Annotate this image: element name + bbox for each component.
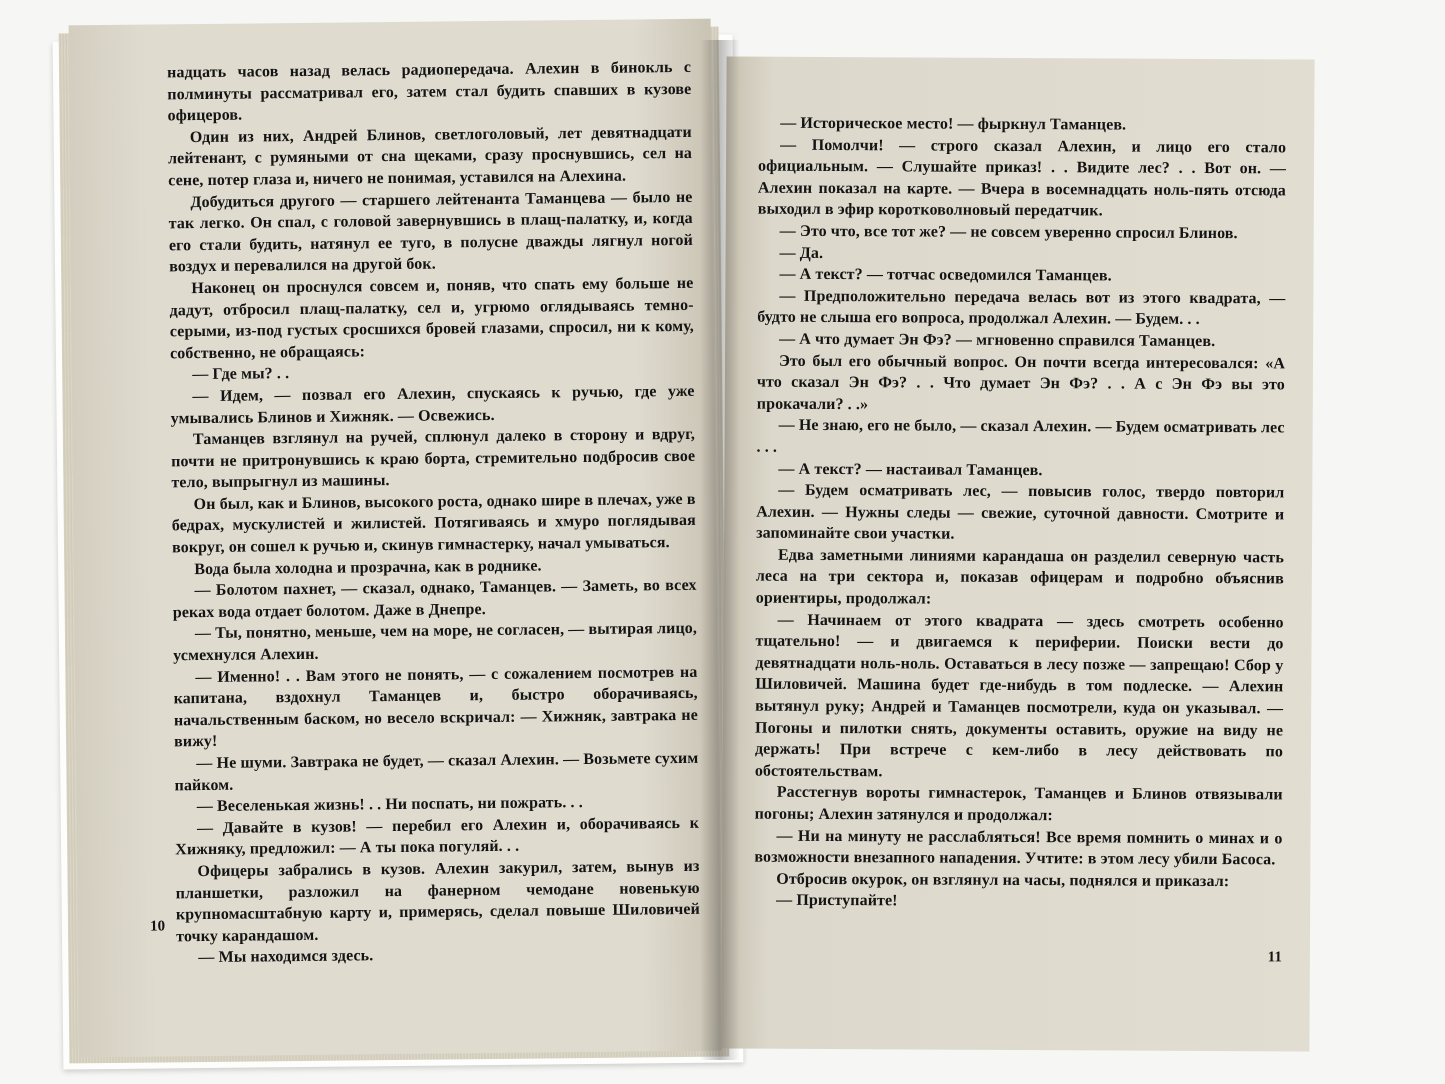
book-gutter-shadow bbox=[700, 40, 740, 1060]
paragraph: Отбросив окурок, он взглянул на часы, поднялся и приказал: bbox=[776, 870, 1230, 890]
paragraph: — Идем, — позвал его Алехин, спускаясь к ручью, где уже умывались Блинов и Хижняк. — Освежись. bbox=[170, 382, 695, 427]
paragraph: — Будем осматривать лес, — повысив голос, твердо повторил Алехин. — Нужны следы — свежие, суточной давности. Смотрите и запоминайте свои участки. bbox=[756, 481, 1285, 543]
paragraph: Добудиться другого — старшего лейтенанта Таманцева — было не так легко. Он спал, с головой завернувшись в плащ-палатку, и, когда его стали будить, натянул ее туго, в полусне дважды лягнул ногой воздух и перевалился на другой бок. bbox=[168, 188, 693, 276]
paragraph: Едва заметными линиями карандаша он разделил северную часть леса на три сектора и, показав офицерам и подробно объяснив ориентиры, продолжал: bbox=[755, 546, 1285, 608]
paragraph: — Веселенькая жизнь! . . Ни поспать, ни пожрать. . . bbox=[196, 794, 583, 816]
paragraph: — Историческое место! — фыркнул Таманцев. bbox=[780, 114, 1127, 134]
paragraph: — Ни на минуту не расслабляться! Все время помнить о минах и о возможности внезапного нападения. Учтите: в этом лесу убили Басоса. bbox=[754, 827, 1283, 869]
paragraph: — Помолчи! — строго сказал Алехин, и лицо его стало официальным. — Слушайте приказ! . . Видите лес? . . Вот он. — Алехин показал на карте. — Вчера в восемнадцать ноль-пять отсюда выходил в эфир коротковолновый передатчик. bbox=[757, 136, 1287, 220]
paragraph: — Где мы? . . bbox=[192, 365, 290, 384]
paragraph: Он был, как и Блинов, высокого роста, однако шире в плечах, уже в бедрах, мускулистей и жилистей. Потягиваясь и хмуро поглядывая вокруг, он сошел к ручью и, скинув гимнастерку, начал умываться. bbox=[171, 490, 696, 557]
paragraph: Офицеры забрались в кузов. Алехин закурил, затем, вынув из планшетки, разложил на фанерном чемодане новенькую крупномасштабную карту и, примерясь, сделал повыше Шиловичей точку карандашом. bbox=[175, 857, 700, 946]
paragraph: — Приступайте! bbox=[776, 892, 898, 910]
left-page bbox=[69, 19, 722, 1058]
paragraph: — Предположительно передача велась вот из этого квадрата, — будто не слыша его вопроса, продолжал Алехин. — Будем. . . bbox=[757, 287, 1286, 329]
paragraph: — А текст? — тотчас осведомился Таманцев. bbox=[779, 265, 1112, 285]
paragraph: — Мы находимся здесь. bbox=[198, 947, 374, 967]
paragraph: Это был его обычный вопрос. Он почти всегда интересовался: «А что сказал Эн Фэ? . . Что думает Эн Фэ? . . А с Эн Фэ вы это прокачали? . .» bbox=[756, 352, 1286, 413]
paragraph: — Давайте в кузов! — перебил его Алехин и, оборачиваясь к Хижняку, предложил: — А ты пока погуляй. . . bbox=[175, 814, 700, 859]
paragraph: Один из них, Андрей Блинов, светлоголовый, лет девятнадцати лейтенант, с румяными от сна щеками, сразу проснувшись, сел на сене, потер глаза и, ничего не понимая, уставился на Алехина. bbox=[167, 123, 693, 190]
paragraph: — Болотом пахнет, — сказал, однако, Таманцев. — Заметь, во всех реках вода отдает болотом. Даже в Днепре. bbox=[172, 577, 697, 622]
paragraph: — Это что, все тот же? — не совсем уверенно спросил Блинов. bbox=[779, 222, 1238, 243]
paragraph: Наконец он проснулся совсем и, поняв, что спать ему больше не дадут, отбросил плащ-палатку, сел и, угрюмо оглядываясь темно-серыми, из-под густых сросшихся бровей глазами, спросил, ни к кому, собственно, не обращаясь: bbox=[169, 274, 694, 363]
paragraph: — Ты, понятно, меньше, чем на море, не согласен, — вытирая лицо, усмехнулся Алехин. bbox=[173, 620, 698, 665]
paragraph: — Начинаем от этого квадрата — здесь смотреть особенно тщательно! — и двигаемся к периферии. Поиски вести до девятнадцати ноль-ноль. Оставаться в лесу позже — запрещаю! Сбор у Шиловичей. Машина будет где-нибудь в том подлеске. — Алехин вытянул руку; Андрей и Таманцев посмотрели, куда он указывал. — Погоны и пилотки снять, документы оставить, оружие на виду не держать! При встрече с кем-либо в лесу действовать по обстоятельствам. bbox=[754, 611, 1284, 781]
right-page bbox=[721, 56, 1314, 1051]
paragraph: — Не знаю, его не было, — сказал Алехин. — Будем осматривать лес . . . bbox=[756, 417, 1285, 456]
paragraph: — Не шуми. Завтрака не будет, — сказал Алехин. — Возьмете сухим пайком. bbox=[174, 749, 699, 794]
page-number-right: 11 bbox=[1267, 949, 1282, 966]
paragraph: — А что думает Эн Фэ? — мгновенно справился Таманцев. bbox=[779, 330, 1216, 350]
paragraph: Расстегнув вороты гимнастерок, Таманцев и Блинов отвязывали погоны; Алехин затянулся и продолжал: bbox=[754, 784, 1283, 825]
page-number-left: 10 bbox=[149, 918, 166, 935]
paragraph: — Именно! . . Вам этого не понять, — с сожалением посмотрев на капитана, вздохнул Таманцев и, быстро оборачиваясь, начальственным баском, но весело вскричал: — Хижняк, завтрака не вижу! bbox=[173, 663, 698, 751]
paragraph: Таманцев взглянул на ручей, сплюнул далеко в сторону и вдруг, почти не притронувшись к краю борта, стремительно подбросив свое тело, выпрыгнул из машины. bbox=[171, 425, 696, 492]
paragraph: надцать часов назад велась радиопередача. Алехин в бинокль с полминуты рассматривал его, затем стал будить спавших в кузове офицеров. bbox=[167, 58, 692, 125]
paragraph: — Да. bbox=[779, 244, 824, 262]
paragraph: — А текст? — настаивал Таманцев. bbox=[778, 460, 1043, 479]
paragraph: Вода была холодна и прозрачна, как в роднике. bbox=[194, 557, 542, 578]
